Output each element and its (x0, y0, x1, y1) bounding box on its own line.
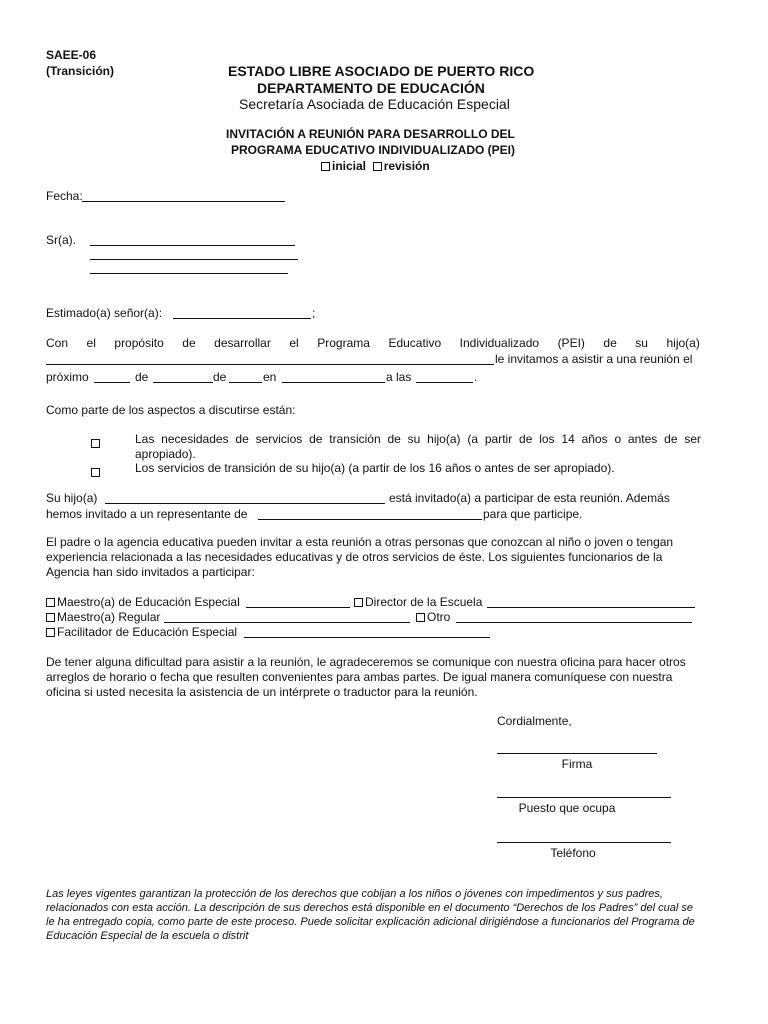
sr-name-field[interactable] (90, 245, 295, 246)
agency-line1: ESTADO LIBRE ASOCIADO DE PUERTO RICO (228, 63, 535, 79)
time-field[interactable] (416, 382, 473, 383)
de-label-2: de (213, 370, 227, 384)
other-field[interactable] (456, 622, 692, 623)
p1-word: Programa (317, 336, 370, 350)
revision-label: revisión (383, 159, 430, 173)
firma-label: Firma (561, 757, 593, 771)
facilitator-checkbox[interactable] (46, 628, 55, 637)
aspect1-text-line1: Las necesidades de servicios de transición de su hijo(a) (a partir de los 14 años o antes de ser (135, 432, 701, 446)
regular-teacher-checkbox[interactable] (46, 613, 55, 622)
p1-word: hijo(a) (666, 336, 700, 350)
hijo-label: Su hijo(a) (46, 491, 98, 505)
day-field[interactable] (94, 382, 130, 383)
difficulty-line1: De tener alguna dificultad para asistir a la reunión, le agradeceremos se comunique con nuestra oficina para hacer otros (46, 655, 686, 669)
facilitator-label: Facilitador de Educación Especial (57, 625, 238, 639)
representative-end: para que participe. (483, 507, 583, 521)
purpose-line1 (46, 336, 700, 350)
puesto-field[interactable] (497, 797, 671, 798)
aspect2-checkbox[interactable] (91, 468, 100, 477)
other-label: Otro (427, 610, 451, 624)
difficulty-line2: arreglos de horario o fecha que resulten convenientes para ambas partes. De igual manera comuníquese con nuestra (46, 670, 673, 684)
aspects-intro: Como parte de los aspectos a discutirse están: (46, 403, 296, 417)
director-field[interactable] (487, 607, 695, 608)
participant-regular-teacher (46, 610, 160, 624)
sr-address-field-1[interactable] (90, 259, 298, 260)
p1-word: (PEI) (557, 336, 585, 350)
difficulty-line3: oficina si usted necesita la asistencia de un intérprete o traductor para la reunión. (46, 685, 478, 699)
place-field[interactable] (282, 382, 385, 383)
rights-notice: Las leyes vigentes garantizan la protección de los derechos que cobijan a los niños o jóvenes con impedimentos y sus padres, relacionados con esta acción. La descripción de sus derechos está disponible en el documento “Derechos de los Padres” del cual se le ha entregado copia, como parte de este proceso. Puede solicitar explicación adicional dirigiéndose a funcionarios del Programa de Educación Especial de la escuela o distrit (46, 888, 695, 942)
director-checkbox[interactable] (354, 598, 363, 607)
p1-word: su (635, 336, 648, 350)
agency-line2: DEPARTAMENTO DE EDUCACIÓN (257, 80, 485, 96)
proximo-label: próximo (46, 370, 89, 384)
aspect1-text-line2: apropiado). (135, 447, 196, 461)
hijo-name-field[interactable] (105, 503, 385, 504)
period: . (474, 370, 478, 384)
other-checkbox[interactable] (416, 613, 425, 622)
p1-word: el (289, 336, 299, 350)
representative-label: hemos invitado a un representante de (46, 507, 248, 521)
alas-label: a las (386, 370, 412, 384)
aspect1-checkbox[interactable] (91, 439, 100, 448)
sped-teacher-checkbox[interactable] (46, 598, 55, 607)
p1-word: de (603, 336, 617, 350)
estimado-label: Estimado(a) señor(a): (46, 306, 163, 320)
revision-checkbox[interactable] (373, 162, 382, 171)
agency-paragraph-line3: Agencia han sido invitados a participar: (46, 565, 255, 579)
agency-line3: Secretaría Asociada de Educación Especial (239, 96, 510, 112)
estimado-semicolon: ; (312, 306, 316, 320)
form-code: SAEE-06 (46, 48, 97, 62)
closing: Cordialmente, (497, 714, 572, 728)
year-field[interactable] (229, 382, 262, 383)
firma-field[interactable] (497, 753, 657, 754)
participant-sped-teacher (46, 595, 240, 609)
agency-paragraph-line2: experiencia relacionada a las necesidades educativas y de otros servicios de éste. Los siguientes funcionarios de la (46, 550, 663, 564)
child-name-field[interactable] (46, 364, 494, 365)
p1-word: propósito (114, 336, 164, 350)
agency-paragraph-line1: El padre o la agencia educativa pueden invitar a esta reunión a otras personas que conozcan al niño o joven o tengan (46, 535, 674, 549)
p1-word: Educativo (388, 336, 442, 350)
regular-teacher-label: Maestro(a) Regular (57, 610, 161, 624)
sr-address-field-2[interactable] (90, 273, 288, 274)
document-title-line1: INVITACIÓN A REUNIÓN PARA DESARROLLO DEL (226, 127, 515, 141)
telefono-label: Teléfono (550, 846, 596, 860)
puesto-label: Puesto que ocupa (518, 801, 616, 815)
de-label-1: de (135, 370, 149, 384)
participant-facilitator (46, 625, 237, 639)
p1-word: desarrollar (214, 336, 271, 350)
inicial-label: inicial (332, 159, 367, 173)
sped-teacher-field[interactable] (246, 607, 350, 608)
p1-word: Individualizado (459, 336, 540, 350)
p1-word: el (86, 336, 96, 350)
regular-teacher-field[interactable] (164, 622, 410, 623)
purpose-line2: le invitamos a asistir a una reunión el (495, 352, 693, 366)
sped-teacher-label: Maestro(a) de Educación Especial (57, 595, 240, 609)
aspect2-text: Los servicios de transición de su hijo(a) (a partir de los 16 años o antes de ser apropiado). (135, 461, 615, 475)
p1-word: de (182, 336, 196, 350)
telefono-field[interactable] (497, 842, 671, 843)
hijo-invited-text: está invitado(a) a participar de esta reunión. Además (389, 491, 670, 505)
participant-other (416, 610, 450, 624)
facilitator-field[interactable] (244, 637, 490, 638)
fecha-label: Fecha: (46, 189, 83, 203)
form-type: (Transición) (46, 64, 115, 78)
participant-director (354, 595, 482, 609)
estimado-name-field[interactable] (173, 318, 311, 319)
inicial-checkbox[interactable] (321, 162, 330, 171)
representative-field[interactable] (258, 519, 482, 520)
document-title-line2: PROGRAMA EDUCATIVO INDIVIDUALIZADO (PEI) (231, 143, 515, 157)
meeting-type-options (321, 159, 430, 173)
director-label: Director de la Escuela (365, 595, 483, 609)
fecha-field[interactable] (82, 201, 285, 202)
en-label: en (263, 370, 277, 384)
p1-word: Con (46, 336, 69, 350)
month-field[interactable] (153, 382, 213, 383)
sr-label: Sr(a). (46, 233, 76, 247)
